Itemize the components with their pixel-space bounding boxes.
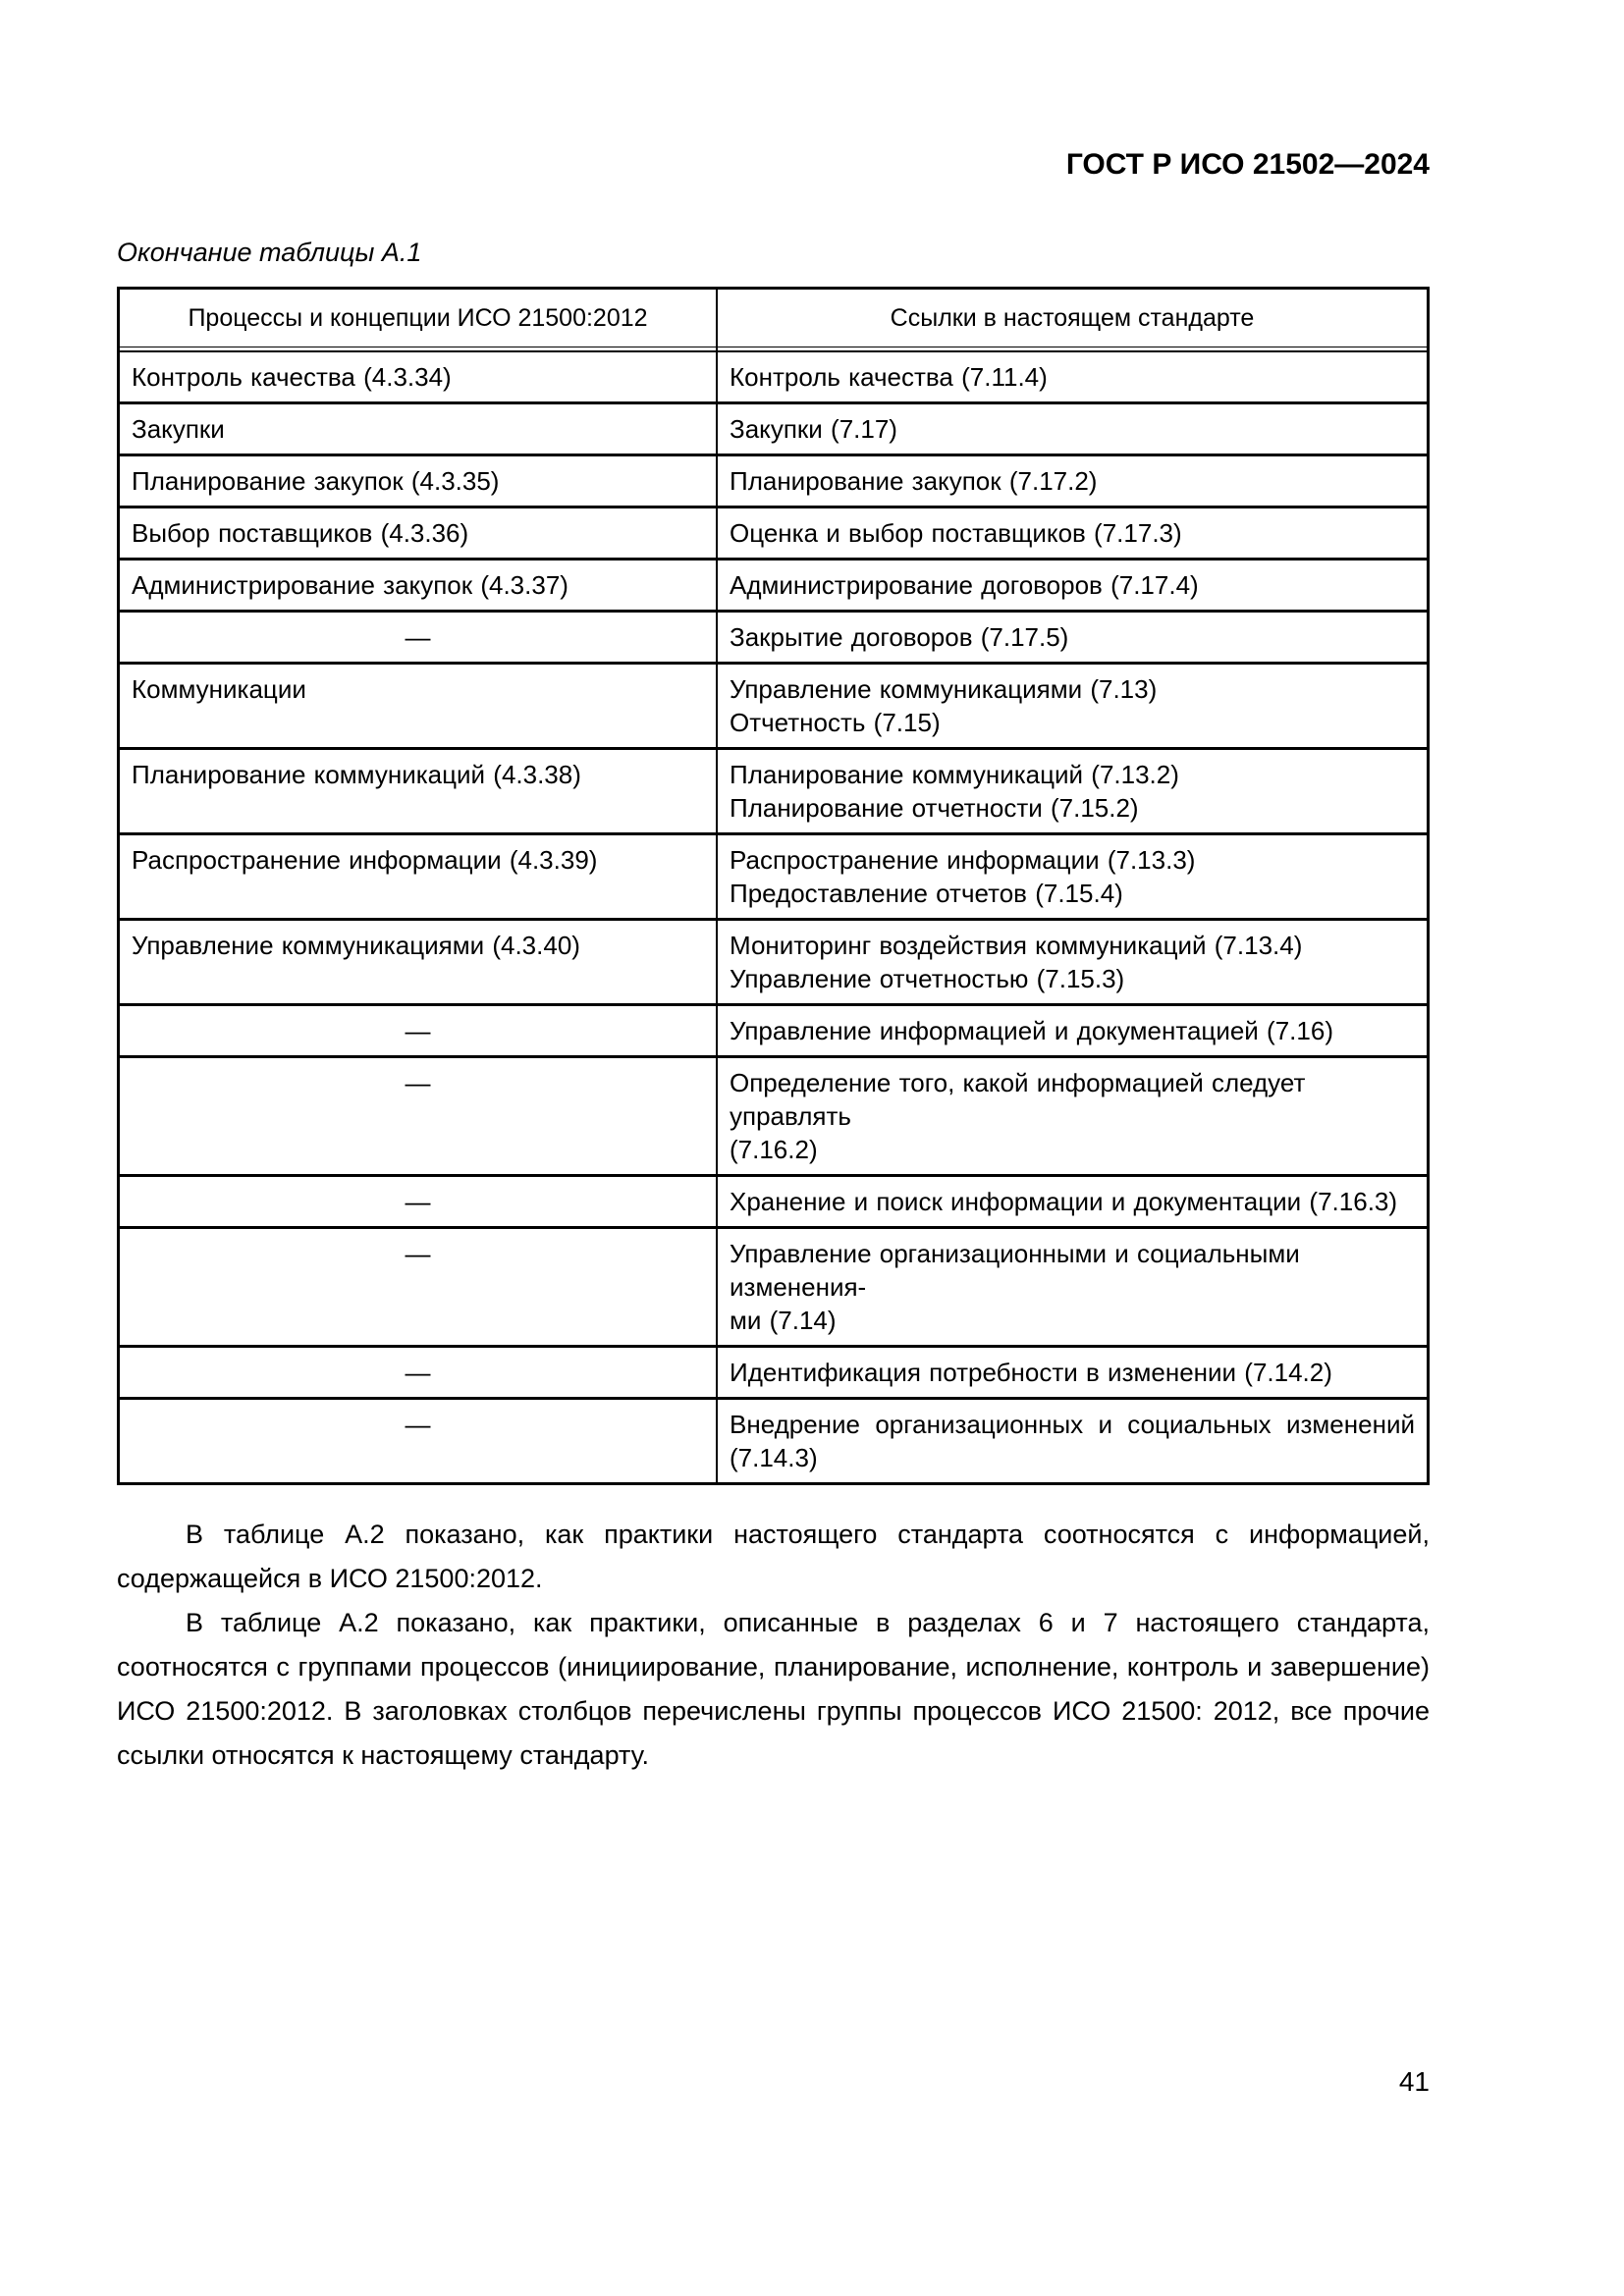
process-cell: Распространение информации (4.3.39) — [120, 835, 718, 921]
table-row — [120, 1348, 1427, 1400]
process-cell: Выбор поставщиков (4.3.36) — [120, 508, 718, 561]
ref-line: Предоставление отчетов (7.15.4) — [730, 879, 1123, 908]
process-cell: Планирование закупок (4.3.35) — [120, 456, 718, 508]
ref-line: Закрытие договоров (7.17.5) — [730, 622, 1069, 652]
mapping-table — [117, 287, 1430, 1485]
table-row — [120, 835, 1427, 921]
refs-cell — [718, 508, 1427, 561]
refs-cell — [718, 1058, 1427, 1177]
ref-line: Планирование отчетности (7.15.2) — [730, 793, 1139, 823]
refs-cell — [718, 1400, 1427, 1482]
ref-line: Внедрение организационных и социальных изменений — [730, 1410, 1415, 1439]
refs-cell — [718, 404, 1427, 456]
ref-line: (7.14.3) — [730, 1443, 818, 1472]
header-row — [120, 290, 1427, 347]
refs-cell — [718, 1006, 1427, 1058]
column-header-processes: Процессы и концепции ИСО 21500:2012 — [120, 290, 718, 347]
refs-cell — [718, 1229, 1427, 1348]
process-cell: — — [120, 1229, 718, 1348]
ref-line: ми (7.14) — [730, 1306, 837, 1335]
table-body — [120, 352, 1427, 1482]
ref-line: Оценка и выбор поставщиков (7.17.3) — [730, 518, 1182, 548]
table-header — [120, 290, 1427, 352]
refs-cell — [718, 921, 1427, 1006]
ref-line: Управление коммуникациями (7.13) — [730, 674, 1158, 704]
process-cell: — — [120, 1348, 718, 1400]
ref-line: Определение того, какой информацией следует управлять — [730, 1068, 1306, 1131]
table-row — [120, 561, 1427, 613]
ref-line: Администрирование договоров (7.17.4) — [730, 570, 1199, 600]
ref-line: Планирование закупок (7.17.2) — [730, 466, 1098, 496]
process-cell: Планирование коммуникаций (4.3.38) — [120, 750, 718, 835]
refs-cell — [718, 1177, 1427, 1229]
process-cell: — — [120, 1006, 718, 1058]
table-row — [120, 1400, 1427, 1482]
document-title: ГОСТ Р ИСО 21502—2024 — [1065, 148, 1430, 181]
process-cell: — — [120, 1177, 718, 1229]
process-cell: Закупки — [120, 404, 718, 456]
paragraph: В таблице А.2 показано, как практики настоящего стандарта соотносятся с информацией, содержащейся в ИСО 21500:2012. — [117, 1520, 1430, 1593]
ref-line: Управление информацией и документацией (7.16) — [730, 1016, 1333, 1045]
ref-line: Закупки (7.17) — [730, 414, 897, 444]
refs-cell — [718, 835, 1427, 921]
process-cell: — — [120, 613, 718, 665]
page-number: 41 — [1398, 2066, 1430, 2097]
process-cell: Управление коммуникациями (4.3.40) — [120, 921, 718, 1006]
refs-cell — [718, 750, 1427, 835]
process-cell: — — [120, 1058, 718, 1177]
table-row — [120, 665, 1427, 750]
table-row — [120, 1229, 1427, 1348]
refs-cell — [718, 456, 1427, 508]
column-header-refs: Ссылки в настоящем стандарте — [718, 290, 1427, 347]
paragraph: В таблице А.2 показано, как практики, описанные в разделах 6 и 7 настоящего стандарта, соотносятся с группами процессов (инициирование, планирование, исполнение, контроль и завершение) ИСО 21500:2012. В заголовках столбцов перечислены группы процессов ИСО 21500: 2012, все прочие ссылки относятся к настоящему стандарту. — [117, 1608, 1430, 1770]
refs-cell — [718, 352, 1427, 404]
table-row — [120, 1177, 1427, 1229]
ref-line: Мониторинг воздействия коммуникаций (7.13.4) — [730, 931, 1303, 960]
process-cell: Коммуникации — [120, 665, 718, 750]
ref-line: Планирование коммуникаций (7.13.2) — [730, 760, 1179, 789]
table-row — [120, 750, 1427, 835]
refs-cell — [718, 1348, 1427, 1400]
ref-line: Идентификация потребности в изменении (7.14.2) — [730, 1358, 1332, 1387]
refs-cell — [718, 613, 1427, 665]
process-cell: Администрирование закупок (4.3.37) — [120, 561, 718, 613]
ref-line: Управление организационными и социальными изменения- — [730, 1239, 1300, 1302]
ref-line: Хранение и поиск информации и документации (7.16.3) — [730, 1187, 1398, 1216]
refs-cell — [718, 561, 1427, 613]
ref-line: Контроль качества (7.11.4) — [730, 362, 1048, 392]
process-cell: Контроль качества (4.3.34) — [120, 352, 718, 404]
table-row — [120, 1058, 1427, 1177]
ref-line: (7.16.2) — [730, 1135, 818, 1164]
closing-paragraphs — [117, 1513, 1430, 1778]
table-row — [120, 404, 1427, 456]
table-row — [120, 613, 1427, 665]
refs-cell — [718, 665, 1427, 750]
process-cell: — — [120, 1400, 718, 1482]
table-row — [120, 352, 1427, 404]
ref-line: Управление отчетностью (7.15.3) — [730, 964, 1125, 993]
table-row — [120, 456, 1427, 508]
ref-line: Отчетность (7.15) — [730, 708, 941, 737]
table-row — [120, 1006, 1427, 1058]
table-row — [120, 508, 1427, 561]
table-row — [120, 921, 1427, 1006]
page-content — [117, 0, 1430, 1778]
ref-line: Распространение информации (7.13.3) — [730, 845, 1196, 875]
table-caption: Окончание таблицы А.1 — [117, 238, 422, 267]
